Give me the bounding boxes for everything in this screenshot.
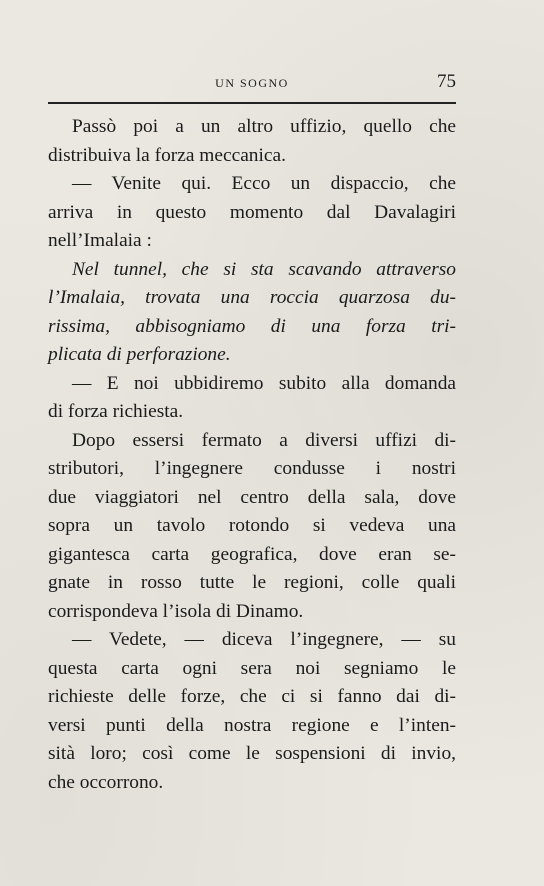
text-line: Passò poi a un altro uffizio, quello che bbox=[72, 116, 456, 137]
text-line: l’Imalaia, trovata una roccia quarzosa du- bbox=[48, 287, 456, 308]
text-line: versi punti della nostra regione e l’inten- bbox=[48, 714, 456, 736]
text-line: questa carta ogni sera noi segniamo le bbox=[48, 657, 456, 679]
text-line: sopra un tavolo rotondo si vedeva una bbox=[48, 515, 456, 536]
text-line: nell’Imalaia : bbox=[48, 230, 152, 251]
text-line: di forza richiesta. bbox=[48, 401, 184, 422]
text-line: corrispondeva l’isola di Dinamo. bbox=[48, 600, 304, 622]
header-rule bbox=[48, 102, 456, 104]
text-line: — Venite qui. Ecco un dispaccio, che bbox=[72, 173, 456, 194]
text-line: gigantesca carta geografica, dove eran se- bbox=[48, 543, 456, 565]
text-line: plicata di perforazione. bbox=[48, 344, 231, 365]
text-line: che occorrono. bbox=[48, 771, 164, 793]
text-line: due viaggiatori nel centro della sala, dove bbox=[48, 486, 456, 508]
text-line: distribuiva la forza meccanica. bbox=[48, 144, 286, 166]
running-title: UN SOGNO bbox=[215, 76, 289, 90]
text-line: — E noi ubbidiremo subito alla domanda bbox=[72, 372, 456, 394]
text-line: gnate in rosso tutte le regioni, colle quali bbox=[48, 572, 456, 593]
text-line: — Vedete, — diceva l’ingegnere, — su bbox=[72, 629, 456, 650]
text-line: rissima, abbisogniamo di una forza tri- bbox=[48, 315, 456, 337]
body-text bbox=[48, 113, 456, 797]
text-line: Dopo essersi fermato a diversi uffizi di- bbox=[72, 429, 456, 451]
text-line: sità loro; così come le sospensioni di invio, bbox=[48, 743, 456, 764]
text-line: stributori, l’ingegnere condusse i nostri bbox=[48, 458, 456, 479]
text-line: richieste delle forze, che ci si fanno dai di- bbox=[48, 686, 456, 707]
page-number: 75 bbox=[437, 71, 456, 92]
page-header bbox=[48, 70, 456, 96]
text-line: arriva in questo momento dal Davalagiri bbox=[48, 201, 456, 223]
text-line: Nel tunnel, che si sta scavando attraverso bbox=[72, 258, 456, 280]
